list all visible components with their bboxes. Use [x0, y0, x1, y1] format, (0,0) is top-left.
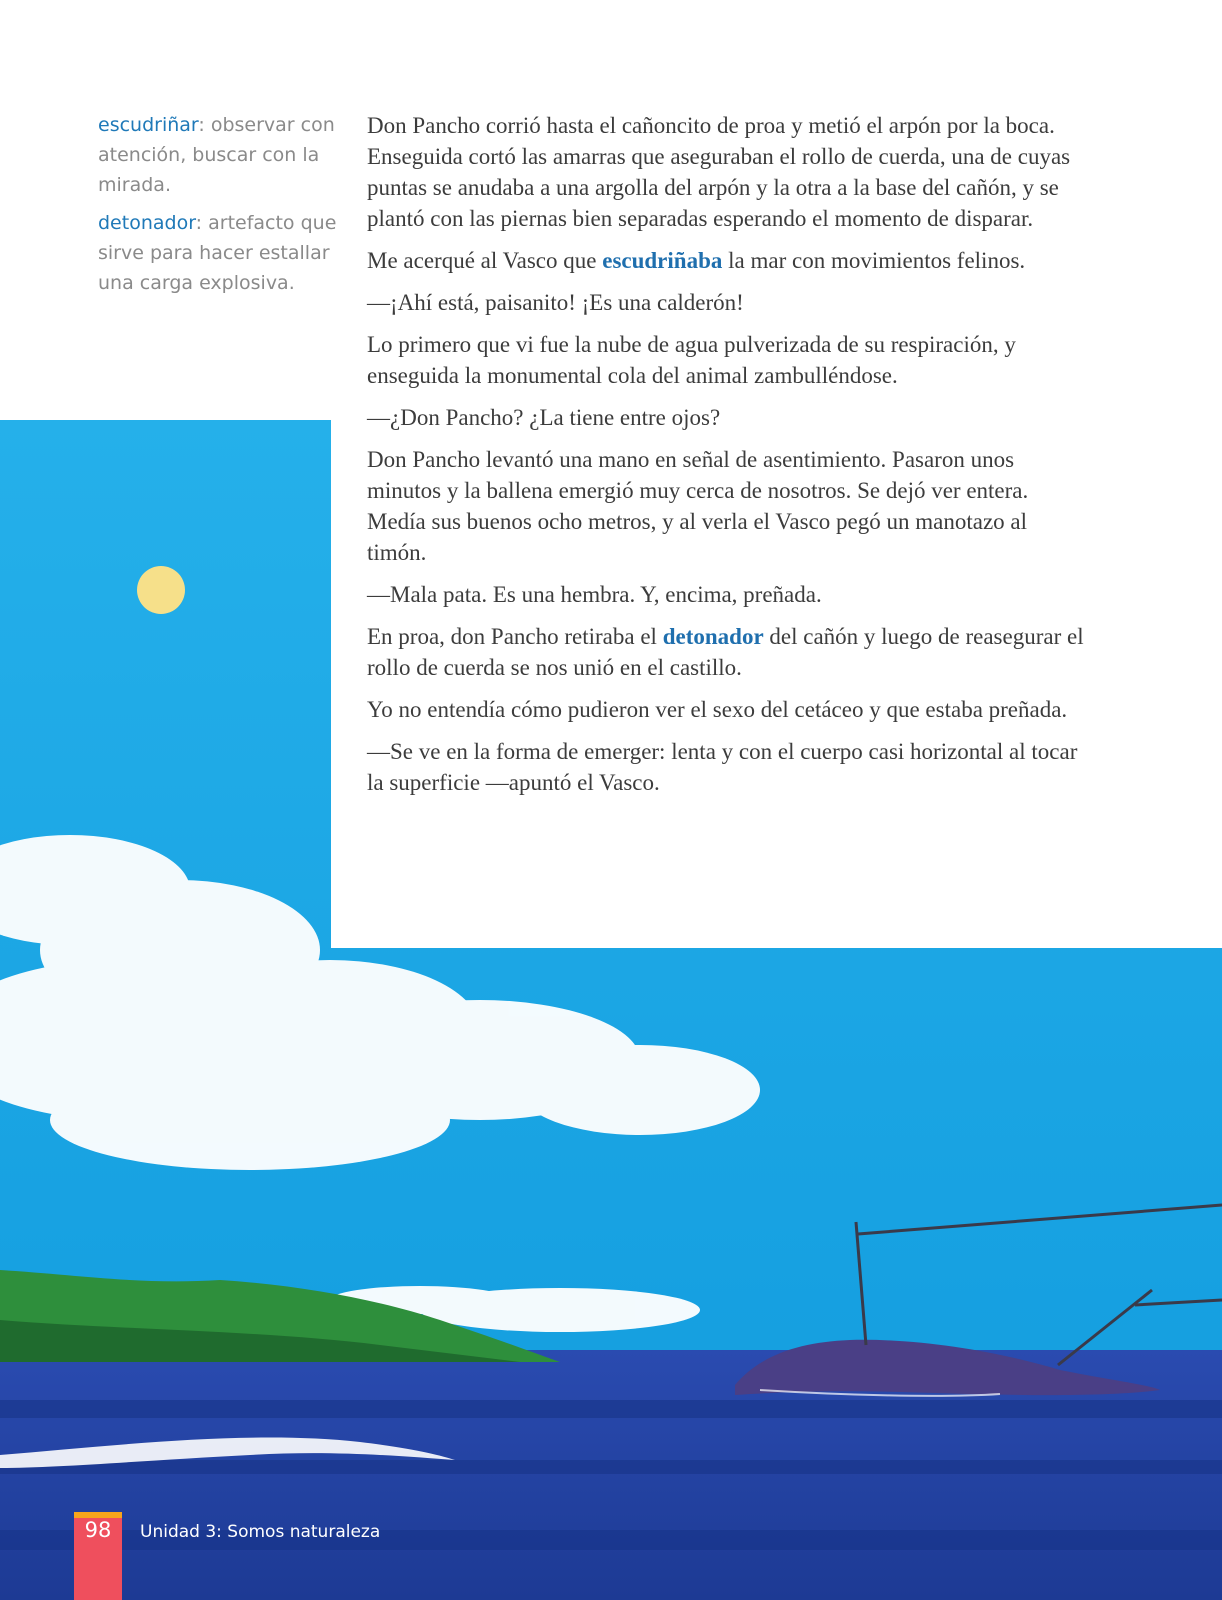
story-text	[367, 110, 1087, 809]
paragraph	[367, 621, 1087, 683]
paragraph-text: Me acerqué al Vasco que	[367, 248, 603, 273]
paragraph: —Mala pata. Es una hembra. Y, encima, preñada.	[367, 582, 822, 607]
glossary-sidebar	[98, 110, 338, 306]
glossary-entry	[98, 208, 338, 298]
highlighted-word: detonador	[662, 624, 764, 649]
glossary-term: escudriñar	[98, 114, 199, 136]
paragraph: Don Pancho corrió hasta el cañoncito de proa y metió el arpón por la boca. Enseguida cortó las amarras que aseguraban el rollo de cuerda, una de cuyas puntas se anudaba a una argolla del arpón y la otra a la base del cañón, y se plantó con las piernas bien separadas esperando el momento de disparar.	[367, 113, 1071, 231]
glossary-term: detonador	[98, 212, 196, 234]
paragraph: —¿Don Pancho? ¿La tiene entre ojos?	[367, 405, 721, 430]
paragraph	[367, 245, 1087, 276]
sun-icon	[137, 566, 185, 614]
paragraph-text: la mar con movimientos felinos.	[722, 248, 1026, 273]
paragraph-text: En proa, don Pancho retiraba el	[367, 624, 663, 649]
glossary-definition: : observar con atención, buscar con la mirada.	[98, 114, 335, 196]
glossary-definition: : artefacto que sirve para hacer estallar una carga explosiva.	[98, 212, 337, 294]
paragraph: Don Pancho levantó una mano en señal de asentimiento. Pasaron unos minutos y la ballena emergió muy cerca de nosotros. Se dejó ver entera. Medía sus buenos ocho metros, y al verla el Vasco pegó un manotazo al timón.	[367, 447, 1029, 565]
paragraph-text: del cañón y luego de reasegurar el rollo de cuerda se nos unió en el castillo.	[367, 624, 1084, 680]
unit-label: Unidad 3: Somos naturaleza	[140, 1522, 381, 1542]
paragraph: —Se ve en la forma de emerger: lenta y con el cuerpo casi horizontal al tocar la superficie —apuntó el Vasco.	[367, 739, 1078, 795]
highlighted-word: escudriñaba	[602, 248, 723, 273]
glossary-entry	[98, 110, 338, 200]
paragraph: —¡Ahí está, paisanito! ¡Es una calderón!	[367, 290, 744, 315]
paragraph: Lo primero que vi fue la nube de agua pulverizada de su respiración, y enseguida la monumental cola del animal zambulléndose.	[367, 332, 1016, 388]
paragraph: Yo no entendía cómo pudieron ver el sexo del cetáceo y que estaba preñada.	[367, 697, 1068, 722]
page-number: 98	[84, 1518, 112, 1542]
